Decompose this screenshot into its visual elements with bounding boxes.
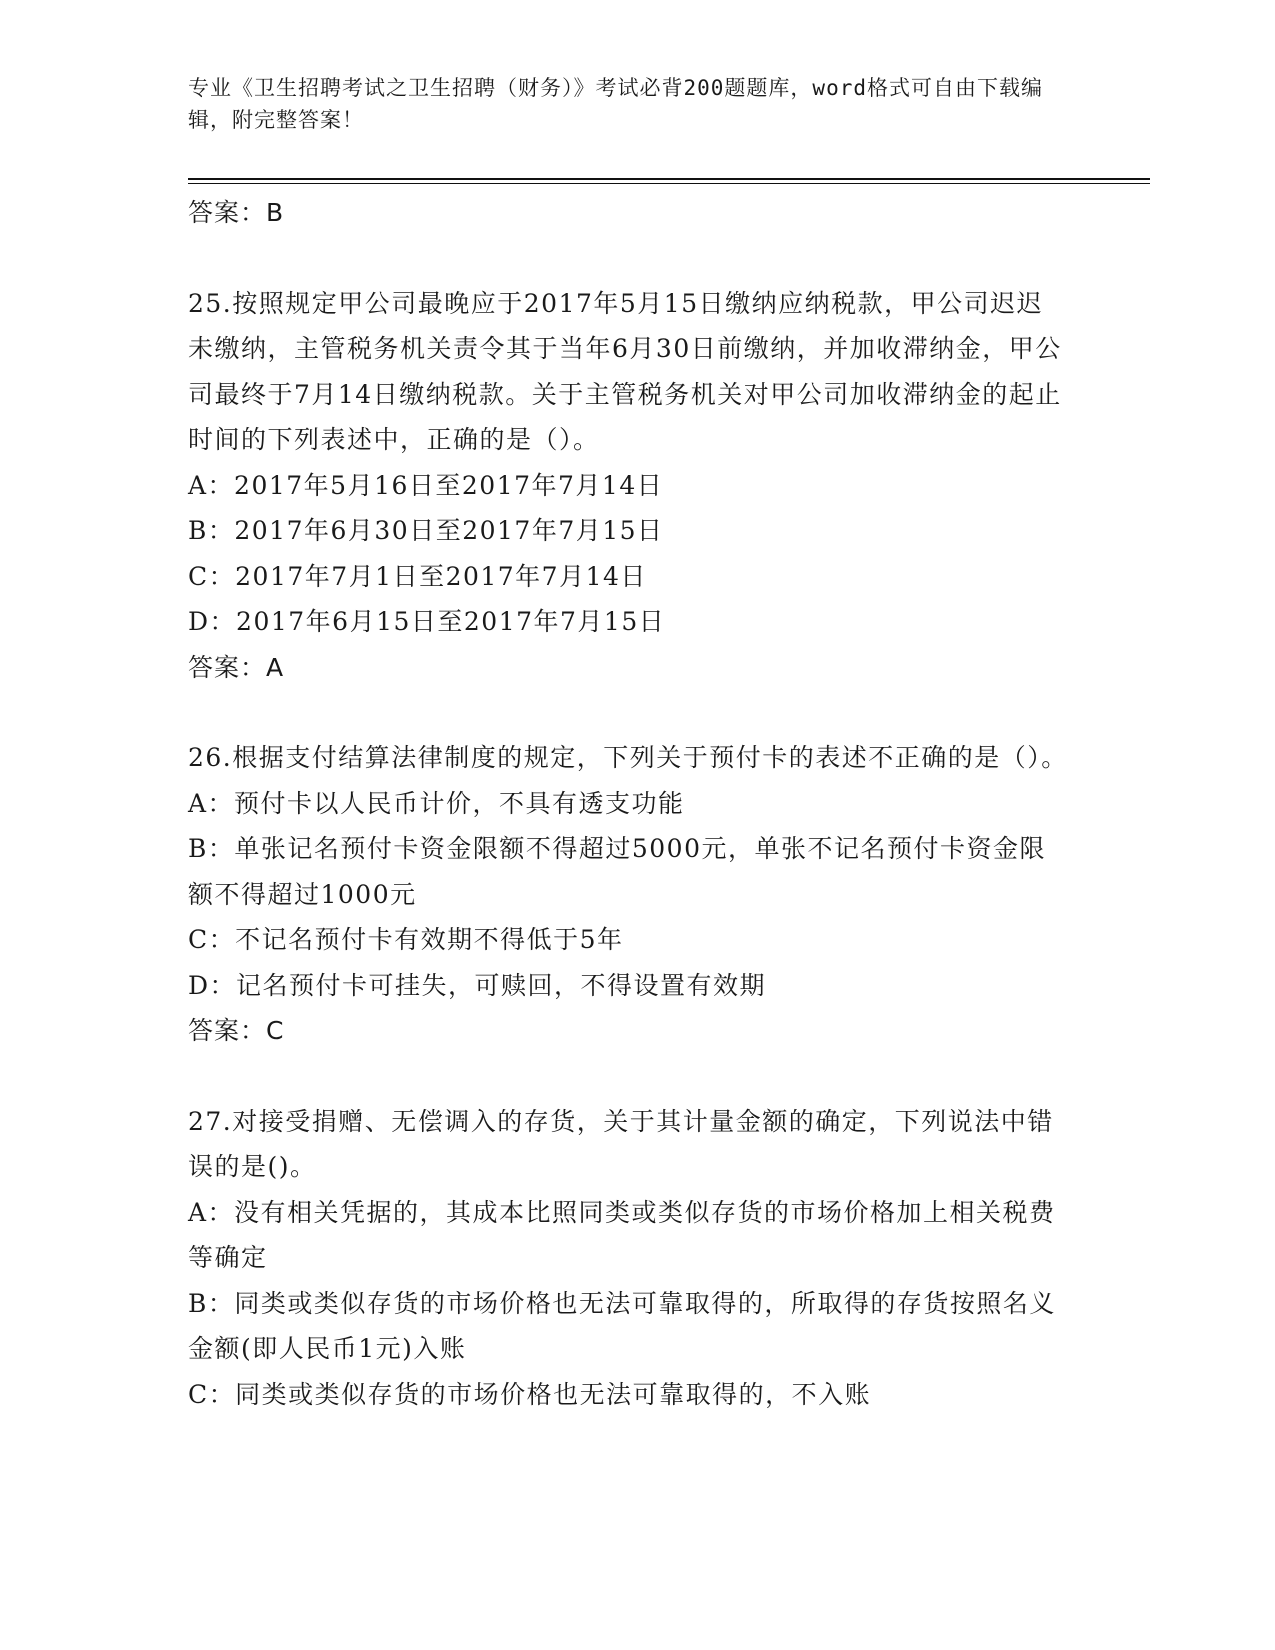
question-stem: 25.按照规定甲公司最晚应于2017年5月15日缴纳应纳税款，甲公司迟迟未缴纳，主管税务机关责令其于当年6月30日前缴纳，并加收滞纳金，甲公司最终于7月14日缴纳税款。关于主管税务机关对甲公司加收滞纳金的起止时间的下列表述中，正确的是（）。	[188, 288, 1062, 454]
option-b: B：2017年6月30日至2017年7月15日	[188, 516, 664, 545]
option-b: B：单张记名预付卡资金限额不得超过5000元，单张不记名预付卡资金限额不得超过1000元	[188, 834, 1046, 909]
header-rule-thick	[188, 178, 1150, 180]
option-c: C：不记名预付卡有效期不得低于5年	[188, 925, 624, 954]
option-a: A：没有相关凭据的，其成本比照同类或类似存货的市场价格加上相关税费等确定	[188, 1197, 1056, 1272]
question-answer: 答案：A	[188, 652, 285, 682]
spacer	[188, 236, 1068, 281]
question-26	[188, 735, 1068, 1054]
option-b: B：同类或类似存货的市场价格也无法可靠取得的，所取得的存货按照名义金额(即人民币1元)入账	[188, 1288, 1056, 1363]
previous-answer: 答案：B	[188, 198, 285, 227]
option-c: C：2017年7月1日至2017年7月14日	[188, 561, 647, 591]
option-a: A：2017年5月16日至2017年7月14日	[188, 470, 664, 500]
question-stem: 26.根据支付结算法律制度的规定，下列关于预付卡的表述不正确的是（）。	[188, 743, 1068, 772]
option-d: D：记名预付卡可挂失，可赎回，不得设置有效期	[188, 970, 767, 1000]
option-d: D：2017年6月15日至2017年7月15日	[188, 607, 666, 636]
question-answer: 答案：C	[188, 1016, 285, 1045]
question-25	[188, 281, 1068, 691]
spacer	[188, 690, 1068, 735]
question-27	[188, 1099, 1068, 1418]
question-stem: 27.对接受捐赠、无偿调入的存货，关于其计量金额的确定，下列说法中错误的是()。	[188, 1106, 1054, 1181]
header-note: 专业《卫生招聘考试之卫生招聘（财务）》考试必背200题题库，word格式可自由下载编辑，附完整答案！	[188, 76, 1043, 132]
header-rule-thin	[188, 183, 1150, 184]
spacer	[188, 1054, 1068, 1099]
option-a: A：预付卡以人民币计价，不具有透支功能	[188, 788, 685, 818]
question-content	[188, 190, 1068, 1417]
option-c: C：同类或类似存货的市场价格也无法可靠取得的，不入账	[188, 1379, 872, 1409]
